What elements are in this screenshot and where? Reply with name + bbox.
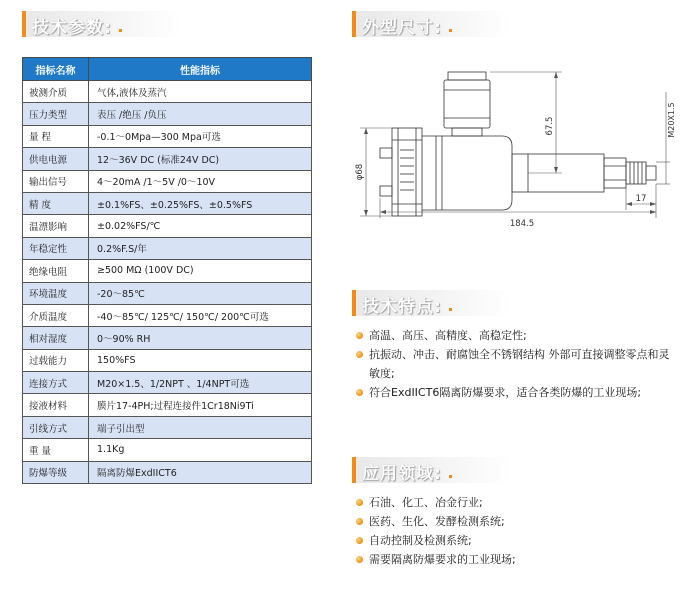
bullet-icon — [356, 332, 363, 339]
list-item: 石油、化工、冶金行业; — [356, 493, 678, 512]
table-row — [23, 394, 312, 416]
spec-name: 相对湿度 — [23, 327, 89, 349]
bullet-icon — [356, 518, 363, 525]
section-title: 外型尺寸: — [362, 18, 442, 38]
list-item: 高温、高压、高精度、高稳定性; — [356, 326, 678, 345]
spec-value: ≥500 MΩ (100V DC) — [89, 260, 312, 282]
spec-value: 0～90% RH — [89, 327, 312, 349]
spec-name: 绝缘电阻 — [23, 260, 89, 282]
dim-thread-label: M20X1.5 — [667, 102, 676, 138]
spec-value: 1.1Kg — [89, 439, 312, 461]
table-row — [23, 439, 312, 461]
spec-value: 0.2%F.S/年 — [89, 237, 312, 259]
table-row — [23, 416, 312, 438]
list-item: 医药、生化、发酵检测系统; — [356, 512, 678, 531]
spec-name: 环境温度 — [23, 282, 89, 304]
accent-bar — [352, 11, 356, 37]
spec-name: 精 度 — [23, 192, 89, 214]
list-item: 符合ExdIICT6隔离防爆要求，适合各类防爆的工业现场; — [356, 383, 678, 402]
accent-bar — [352, 457, 356, 483]
table-row — [23, 349, 312, 371]
table-row — [23, 260, 312, 282]
features-section-header — [352, 290, 512, 316]
table-row — [23, 215, 312, 237]
section-title: 技术特点: — [362, 297, 442, 317]
spec-value: 4～20mA /1～5V /0～10V — [89, 170, 312, 192]
spec-name: 过载能力 — [23, 349, 89, 371]
table-row — [23, 103, 312, 125]
spec-value: 端子引出型 — [89, 416, 312, 438]
table-row — [23, 125, 312, 147]
table-row — [23, 192, 312, 214]
junction-box — [444, 80, 490, 128]
spec-value: 隔离防爆ExdIICT6 — [89, 461, 312, 483]
spec-name: 量 程 — [23, 125, 89, 147]
housing-left — [392, 128, 422, 216]
spec-name: 被测介质 — [23, 81, 89, 103]
bullet-icon — [356, 537, 363, 544]
spec-value: 12～36V DC (标准24V DC) — [89, 148, 312, 170]
accent-dot — [449, 475, 452, 478]
spec-value: ±0.02%FS/℃ — [89, 215, 312, 237]
table-row — [23, 170, 312, 192]
dim-length-label: 184.5 — [509, 219, 535, 229]
specs-section-header — [22, 11, 182, 37]
table-row — [23, 461, 312, 483]
accent-bar — [352, 290, 356, 316]
section-title: 技术参数: — [32, 18, 112, 38]
spec-name: 介质温度 — [23, 304, 89, 326]
table-row — [23, 237, 312, 259]
list-item: 抗振动、冲击、耐腐蚀全不锈钢结构 外部可直接调整零点和灵 — [356, 345, 678, 364]
table-row — [23, 282, 312, 304]
column-header-value: 性能指标 — [89, 58, 312, 81]
table-row — [23, 304, 312, 326]
junction-cap — [448, 72, 486, 80]
spec-value: -0.1～0Mpa—300 Mpa可选 — [89, 125, 312, 147]
spec-table — [22, 57, 312, 484]
table-row — [23, 81, 312, 103]
bullet-icon — [356, 351, 363, 358]
applications-list — [356, 493, 678, 569]
spec-name: 年稳定性 — [23, 237, 89, 259]
spec-name: 供电电源 — [23, 148, 89, 170]
bullet-icon — [356, 499, 363, 506]
spec-value: 膜片17-4PH;过程连接件1Cr18Ni9Ti — [89, 394, 312, 416]
accent-dot — [449, 29, 452, 32]
spec-name: 重 量 — [23, 439, 89, 461]
accent-dot — [119, 29, 122, 32]
spec-name: 输出信号 — [23, 170, 89, 192]
list-item: 自动控制及检测系统; — [356, 531, 678, 550]
section-title: 应用领域: — [362, 464, 442, 484]
spec-name: 温漂影响 — [23, 215, 89, 237]
spec-value: ±0.1%FS、±0.25%FS、±0.5%FS — [89, 192, 312, 214]
list-item: 需要隔离防爆要求的工业现场; — [356, 550, 678, 569]
bullet-icon — [356, 556, 363, 563]
bullet-icon — [356, 389, 363, 396]
table-row — [23, 372, 312, 394]
spec-value: 表压 /绝压 /负压 — [89, 103, 312, 125]
spec-value: -20～85℃ — [89, 282, 312, 304]
table-row — [23, 148, 312, 170]
spec-value: 150%FS — [89, 349, 312, 371]
dim-diameter-label: φ68 — [355, 163, 365, 181]
dim-thread-length-label: 17 — [635, 194, 647, 204]
column-header-name: 指标名称 — [23, 58, 89, 81]
dimensions-section-header — [352, 11, 512, 37]
spec-value: M20×1.5、1/2NPT 、1/4NPT可选 — [89, 372, 312, 394]
dimension-drawing — [352, 62, 682, 232]
applications-section-header — [352, 457, 512, 483]
dim-height-label: 67.5 — [545, 116, 555, 136]
spec-name: 压力类型 — [23, 103, 89, 125]
list-item-continuation: 敏度; — [369, 367, 395, 380]
features-list — [356, 326, 678, 402]
accent-dot — [449, 308, 452, 311]
spec-name: 引线方式 — [23, 416, 89, 438]
spec-value: 气体,液体及蒸汽 — [89, 81, 312, 103]
spec-name: 连接方式 — [23, 372, 89, 394]
spec-value: -40～85℃/ 125℃/ 150℃/ 200℃可选 — [89, 304, 312, 326]
spec-name: 接液材料 — [23, 394, 89, 416]
spec-name: 防爆等级 — [23, 461, 89, 483]
table-header-row — [23, 58, 312, 81]
accent-bar — [22, 11, 26, 37]
table-row — [23, 327, 312, 349]
